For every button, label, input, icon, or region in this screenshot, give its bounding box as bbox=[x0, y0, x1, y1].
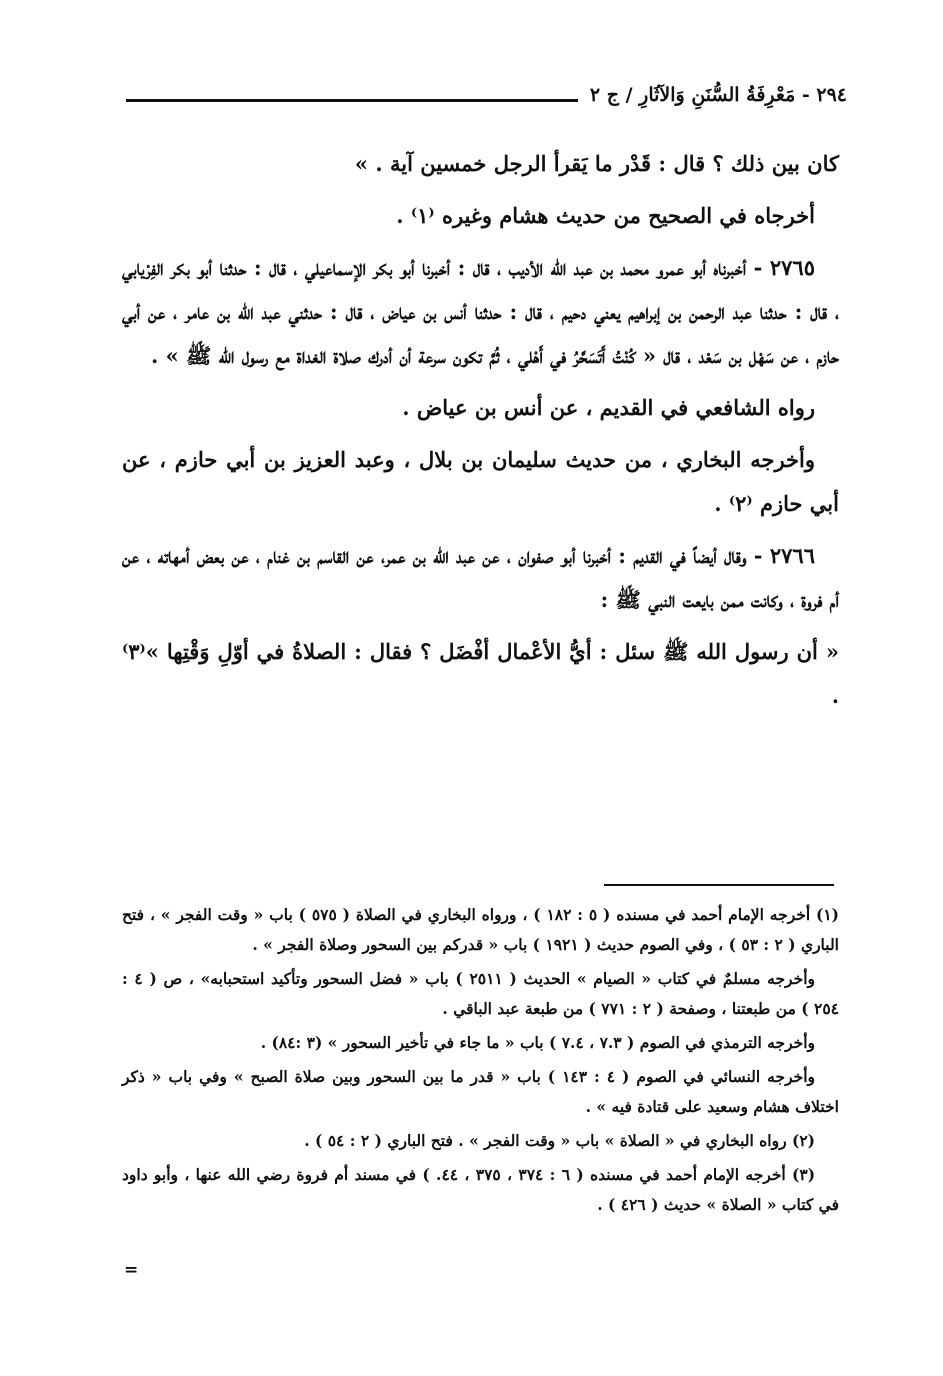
paragraph: وأخرجه البخاري ، من حديث سليمان بن بلال ، وعبد العزيز بن أبي حازم ، عن أبي حازم ⁽٢⁾ . bbox=[122, 447, 839, 516]
main-text bbox=[122, 142, 839, 726]
footnote: وأخرجه مسلمٌ في كتاب « الصيام » الحديث ( ٢٥١١ ) باب « فضل السحور وتأكيد استحبابه» ، ص ( ٤ : ٢٥٤ ) من طبعتنا ، وصفحة ( ٢ : ٧٧١ ) من طبعة عبد الباقي . bbox=[122, 969, 839, 1018]
footnote: (٣) أخرجه الإمام أحمد في مسنده ( ٦ : ٣٧٤ ، ٣٧٥ ، ٤٤. ) في مسند أم فروة رضي الله عنها ، وأبو داود في كتاب « الصلاة » حديث ( ٤٢٦ ) . bbox=[122, 1165, 839, 1214]
paragraph: أخرجاه في الصحيح من حديث هشام وغيره ⁽١⁾ . bbox=[396, 203, 815, 228]
footnote-rule bbox=[604, 884, 834, 886]
hadith-paragraph: ٢٧٦٦ - وقال أيضاً في القديم : أخبرنا أبو صفوان ، عن عبد الله بن عمر، عن القاسم بن غنام ، عن بعض أمهاته ، عن أم فروة ، وكانت ممن بايعت النبي ﷺ : bbox=[122, 543, 839, 612]
header-rule bbox=[126, 99, 578, 102]
footnote: (١) أخرجه الإمام أحمد في مسنده ( ٥ : ١٨٢ ) ، ورواه البخاري في الصلاة ( ٥٧٥ ) باب « وقت الفجر » ، فتح الباري ( ٢ : ٥٣ ) ، وفي الصوم حديث ( ١٩٢١ ) باب « قدركم بين السحور وصلاة الفجر » . bbox=[122, 905, 839, 954]
running-header: ٢٩٤ - مَعْرِفَةُ السُّنَنِ وَالآثَارِ / ج ٢ bbox=[589, 84, 847, 106]
paragraph: رواه الشافعي في القديم ، عن أنس بن عياض . bbox=[402, 395, 815, 420]
footnotes bbox=[122, 900, 839, 1224]
footnote: (٢) رواه البخاري في « الصلاة » باب « وقت الفجر » . فتح الباري ( ٢ : ٥٤ ) . bbox=[304, 1131, 815, 1150]
footnote: وأخرجه الترمذي في الصوم ( ٧.٣ ، ٧.٤ ) باب « ما جاء في تأخير السحور » (٣ :٨٤) . bbox=[260, 1033, 815, 1052]
footnote: وأخرجه النسائي في الصوم ( ٤ : ١٤٣ ) باب « قدر ما بين السحور وبين صلاة الصبح » وفي باب « ذكر اختلاف هشام وسعيد على قتادة فيه » . bbox=[122, 1067, 839, 1116]
paragraph: كان بين ذلك ؟ قال : قَدْر ما يَقرأ الرجل خمسين آية . » bbox=[354, 151, 839, 176]
quote-paragraph: « أن رسول الله ﷺ سئل : أيُّ الأعْمال أفْضَل ؟ فقال : الصلاةُ في أوّلِ وَقْتِها »⁽٣⁾ . bbox=[122, 639, 839, 708]
hadith-paragraph: ٢٧٦٥ - أخبرناه أبو عمرو محمد بن عبد الله الأديب ، قال : أخبرنا أبو بكر الإسماعيلي ، قال : حدثنا أبو بكر الفِرْيابي ، قال : حدثنا عبد الرحمن بن إبراهيم يعني دحيم ، قال : حدثنا أنس بن عياض ، قال : حدثني عبد الله بن عامر ، عن أبي حازم ، عن سَهْل بن سَعْد ، قال « كُنْتُ أَتَسَحَّرُ في أَهْلي ، ثُمَّ تكون سرعة أن أدرك صلاة الغداة مع رسول الله ﷺ » . bbox=[122, 255, 839, 368]
continuation-mark: = bbox=[124, 1260, 139, 1280]
